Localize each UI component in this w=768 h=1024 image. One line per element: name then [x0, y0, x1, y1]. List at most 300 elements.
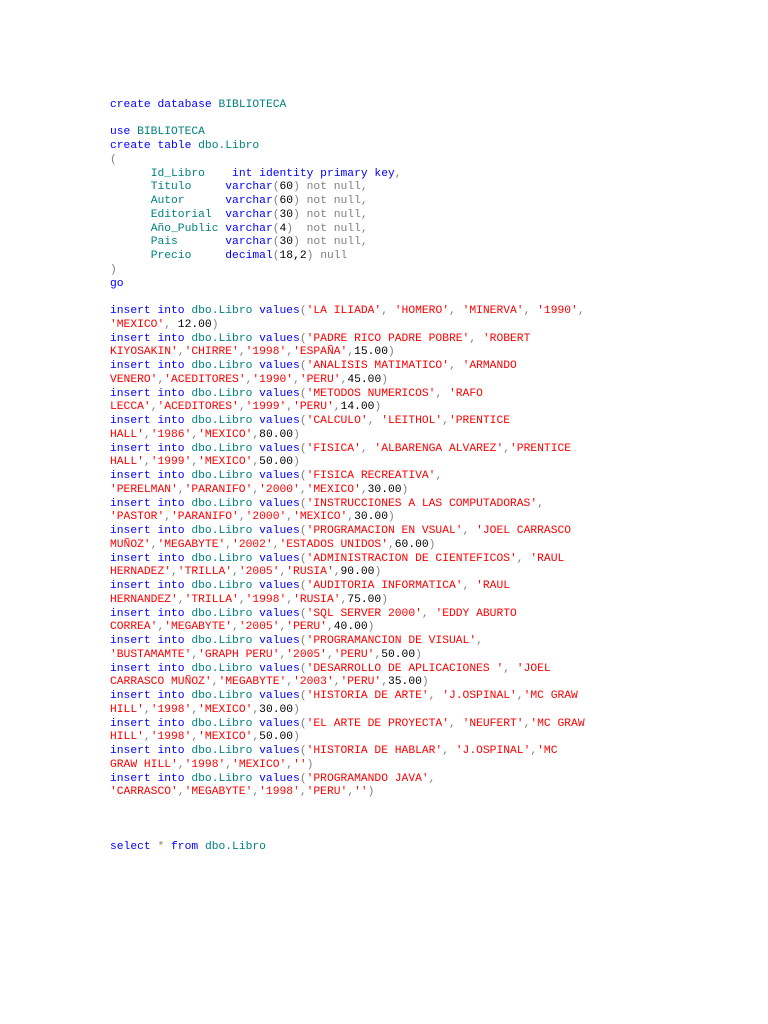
code-line — [110, 401, 750, 415]
code-token: , — [191, 428, 199, 441]
code-token: '' — [354, 786, 368, 799]
code-token: ( — [299, 772, 307, 785]
code-token: 'TRILLA' — [177, 566, 233, 579]
code-line — [110, 305, 750, 319]
code-token: 12.00 — [177, 318, 212, 331]
code-token: '2003' — [293, 676, 334, 689]
code-token: , — [340, 373, 348, 386]
code-token: ) — [381, 373, 389, 386]
code-token: ( — [272, 181, 280, 194]
code-token: insert into — [110, 717, 185, 730]
code-token: , — [516, 552, 531, 565]
code-token: ) — [374, 566, 382, 579]
code-line — [110, 264, 750, 278]
code-token: 'HISTORIA DE ARTE' — [306, 690, 429, 702]
code-token: 'PROGRAMANDO JAVA' — [306, 772, 429, 785]
code-token: MUÑOZ' — [110, 538, 151, 551]
code-line — [110, 126, 750, 140]
code-token — [110, 181, 151, 193]
code-token: LECCA' — [110, 401, 151, 414]
code-token: 18,2 — [279, 250, 307, 262]
code-token: 'ALBARENGA ALVAREZ' — [374, 442, 504, 455]
code-token: , — [428, 772, 436, 785]
code-token: insert into — [110, 772, 185, 785]
code-token: , — [462, 525, 477, 537]
code-token: 'MEGABYTE' — [157, 538, 226, 551]
code-token: * — [157, 841, 165, 854]
code-token: ( — [299, 745, 307, 757]
code-line — [110, 250, 750, 264]
code-token: , — [435, 470, 443, 482]
code-token: 50.00 — [381, 648, 416, 661]
code-token — [110, 168, 151, 180]
code-line — [110, 429, 750, 443]
code-token: 'NEUFERT' — [462, 717, 524, 730]
code-token: , — [211, 676, 219, 689]
code-token — [164, 841, 171, 853]
code-token: '1986' — [150, 428, 192, 441]
code-token: 'ADMINISTRACION DE CIENTEFICOS' — [306, 552, 517, 565]
code-token: values — [259, 662, 300, 675]
code-line — [110, 470, 750, 484]
code-token: insert into — [110, 305, 185, 317]
code-token: 'MEXICO' — [198, 428, 253, 441]
code-token: 'CARRASCO' — [110, 786, 178, 799]
code-token: insert into — [110, 552, 185, 565]
code-token: dbo.Libro — [191, 415, 253, 427]
code-token: 'ACEDITORES' — [157, 401, 239, 414]
code-token: HALL' — [110, 456, 144, 469]
code-token: values — [259, 607, 300, 620]
code-token: , — [469, 332, 483, 345]
code-line — [110, 800, 750, 814]
code-token: 'MEGABYTE' — [164, 621, 233, 634]
code-token: from — [171, 841, 199, 854]
code-token: ) — [428, 538, 436, 551]
code-token: HALL' — [110, 428, 144, 441]
code-token: values — [259, 745, 300, 757]
code-token: 'MEGABYTE' — [218, 676, 287, 689]
code-line — [110, 223, 750, 237]
code-token: values — [259, 332, 300, 345]
code-token: , — [449, 717, 463, 730]
code-token: 45.00 — [347, 373, 382, 386]
code-token: 'PERU' — [333, 648, 375, 661]
code-token: 'CHIRRE' — [184, 346, 239, 359]
code-token: 'RUSIA' — [293, 593, 341, 606]
code-token: insert into — [110, 662, 185, 675]
code-token: Autor — [150, 195, 185, 207]
code-token: , — [191, 703, 199, 716]
code-token: values — [259, 525, 300, 537]
code-token: '2002' — [232, 538, 273, 551]
code-token: , — [340, 593, 348, 606]
code-token: , — [177, 786, 185, 799]
code-token — [205, 168, 232, 180]
code-token: , — [238, 346, 246, 359]
code-token: 'PROGRAMACION EN VSUAL' — [306, 525, 463, 537]
code-token: ( — [299, 332, 307, 345]
code-token: 'J.OSPINAL' — [442, 690, 517, 702]
code-token: , — [252, 731, 260, 744]
code-token: ) — [421, 676, 429, 689]
code-token: insert into — [110, 607, 185, 620]
code-token: 35.00 — [388, 676, 422, 689]
code-token: , — [360, 442, 375, 455]
code-token — [191, 250, 225, 262]
code-token: ( — [299, 415, 307, 427]
code-token: 'ANALISIS MATIMATICO' — [306, 360, 449, 372]
code-token: 80.00 — [259, 428, 294, 441]
code-token: , — [143, 456, 151, 469]
code-token: create database — [110, 98, 212, 111]
code-token: , — [177, 346, 185, 359]
code-token: KIYOSAKIN' — [110, 346, 178, 359]
code-token: ( — [299, 497, 307, 510]
code-token: insert into — [110, 415, 185, 427]
code-token: , — [252, 428, 260, 441]
code-token: ) not null, — [293, 195, 368, 207]
code-token: ( — [299, 387, 307, 400]
code-token: , — [225, 538, 233, 551]
code-token: ( — [272, 222, 280, 235]
code-token: , — [232, 621, 239, 634]
code-token: dbo.Libro — [191, 387, 253, 400]
code-token: 40.00 — [333, 621, 368, 634]
code-token: select — [110, 841, 151, 854]
code-line — [110, 663, 750, 677]
code-token: ( — [299, 662, 307, 675]
code-token: 'LEITHOL' — [381, 415, 443, 427]
code-token: 'FISICA RECREATIVA' — [306, 470, 436, 482]
code-token: ) — [367, 621, 375, 634]
code-token: ) — [110, 263, 117, 276]
code-line — [110, 333, 750, 347]
code-token: dbo.Libro — [191, 690, 253, 702]
code-token — [185, 195, 226, 207]
code-token: Titulo — [150, 181, 192, 194]
code-line — [110, 773, 750, 787]
code-line — [110, 168, 750, 182]
code-token: , — [150, 401, 158, 414]
code-token — [110, 209, 151, 221]
code-token: values — [259, 717, 300, 730]
code-token: 50.00 — [259, 456, 294, 469]
code-token: , — [191, 648, 199, 661]
code-token: 'TRILLA' — [184, 593, 239, 606]
code-token: dbo.Libro — [204, 841, 266, 854]
code-token: 30 — [279, 236, 294, 249]
code-token: 'J.OSPINAL' — [455, 745, 531, 757]
code-token: 'PERU' — [286, 621, 327, 634]
code-token: ) — [387, 511, 395, 524]
code-token: , — [347, 511, 355, 524]
code-token: ( — [299, 470, 307, 482]
code-token: 'RAUL — [530, 552, 565, 565]
code-token: 'RAFO — [449, 387, 483, 400]
code-line — [110, 828, 750, 842]
code-token: insert into — [110, 470, 185, 482]
code-token: 'PROGRAMANCION DE VISUAL' — [306, 635, 477, 647]
code-token: values — [259, 552, 300, 565]
code-token: 30.00 — [354, 511, 388, 524]
code-token: , — [326, 648, 334, 661]
code-token: , — [428, 690, 443, 702]
code-token: varchar — [225, 208, 273, 221]
code-token: '2005' — [238, 566, 280, 579]
code-token: , — [530, 745, 538, 757]
code-token: '1998' — [259, 786, 300, 799]
code-token: insert into — [110, 525, 185, 537]
code-line — [110, 498, 750, 512]
code-line — [110, 181, 750, 195]
code-token: values — [259, 772, 300, 785]
code-token: '1998' — [150, 731, 192, 744]
code-token: , — [374, 648, 382, 661]
code-token: , — [286, 511, 294, 524]
code-token: ( — [272, 208, 280, 221]
code-token: BIBLIOTECA — [137, 126, 205, 139]
code-token: ( — [110, 153, 117, 166]
code-token: ) — [401, 483, 409, 496]
code-line — [110, 113, 750, 127]
code-token: 'ARMANDO — [462, 360, 517, 372]
code-token: dbo.Libro — [191, 552, 253, 565]
code-token: 4 — [279, 222, 287, 235]
code-token: ) — [293, 731, 300, 744]
code-token: insert into — [110, 360, 185, 372]
code-line — [110, 621, 750, 635]
code-token: dbo.Libro — [191, 662, 253, 675]
code-token: '1990' — [252, 373, 294, 386]
code-token: , — [150, 538, 158, 551]
code-token: , — [360, 483, 368, 496]
code-line — [110, 154, 750, 168]
code-token: , — [157, 373, 165, 386]
code-token: 'GRAPH PERU' — [198, 648, 280, 661]
code-line — [110, 635, 750, 649]
code-token: ( — [272, 195, 280, 207]
code-token: 'MINERVA' — [462, 305, 524, 317]
code-token: ( — [272, 236, 280, 249]
code-token: insert into — [110, 387, 185, 400]
code-token: 'ESTADOS UNIDOS' — [279, 538, 388, 551]
code-token: insert into — [110, 497, 185, 510]
code-token: 'RUSIA' — [286, 566, 334, 579]
code-token: 'AUDITORIA INFORMATICA' — [306, 580, 463, 592]
code-line — [110, 525, 750, 539]
code-token: 75.00 — [347, 593, 382, 606]
code-token: 'PRENTICE — [449, 415, 511, 427]
code-line — [110, 278, 750, 292]
code-token: HERNADEZ' — [110, 566, 172, 579]
code-token: ) — [306, 758, 314, 771]
code-token: dbo.Libro — [191, 497, 253, 510]
code-token: values — [259, 415, 300, 427]
code-token: dbo.Libro — [191, 717, 253, 730]
code-token: , — [387, 538, 395, 551]
code-token: 'SQL SERVER 2000' — [306, 607, 422, 620]
code-line — [110, 140, 750, 154]
code-token: 50.00 — [259, 731, 294, 744]
code-token: 60 — [279, 181, 294, 194]
code-token: , — [252, 703, 260, 716]
code-line — [110, 786, 750, 800]
code-token: values — [259, 690, 300, 702]
code-token: '' — [293, 758, 307, 771]
code-token — [212, 209, 226, 221]
code-token: CORREA' — [110, 621, 158, 634]
code-token: , — [171, 566, 178, 579]
code-token: , — [143, 703, 151, 716]
code-token: varchar — [225, 236, 273, 249]
code-token: , — [225, 758, 233, 771]
code-token: 'METODOS NUMERICOS' — [306, 387, 436, 400]
code-line — [110, 553, 750, 567]
code-line — [110, 566, 750, 580]
code-token: 15.00 — [354, 346, 388, 359]
code-token: 'MEXICO' — [198, 731, 253, 744]
code-token: , — [157, 621, 165, 634]
code-token: int identity primary key — [232, 167, 395, 180]
code-token: , — [191, 456, 199, 469]
code-token: ( — [299, 552, 307, 565]
code-token: HERNANDEZ' — [110, 593, 178, 606]
code-token: 'MC GRAW — [523, 690, 578, 702]
code-token — [178, 236, 225, 248]
code-token: dbo.Libro — [191, 635, 253, 647]
code-token: , — [381, 305, 395, 317]
code-token: ( — [299, 717, 307, 730]
code-token: ) not null, — [293, 208, 368, 221]
code-token: varchar — [225, 222, 273, 235]
code-line — [110, 85, 750, 99]
code-line — [110, 209, 750, 223]
code-token: 30 — [279, 208, 294, 221]
code-token: VENERO' — [110, 373, 158, 386]
code-token: , — [279, 621, 287, 634]
code-token: dbo.Libro — [191, 470, 253, 482]
code-token: ( — [299, 607, 307, 620]
code-token: 'HOMERO' — [394, 305, 449, 317]
code-token: ) not null, — [293, 236, 368, 249]
code-token — [110, 223, 151, 235]
code-token: 'MC — [537, 745, 558, 757]
code-token: , — [394, 167, 402, 180]
code-token: Id_Libro — [150, 167, 205, 180]
code-token: , — [164, 318, 178, 331]
code-token: values — [259, 497, 300, 510]
code-token: '2000' — [245, 511, 287, 524]
code-token: 'PERELMAN' — [110, 483, 178, 496]
code-line — [110, 539, 750, 553]
code-token: varchar — [225, 195, 273, 207]
code-token: , — [286, 593, 294, 606]
code-token: 'EL ARTE DE PROYECTA' — [306, 717, 449, 730]
code-token: , — [191, 731, 199, 744]
code-token: 'EDDY ABURTO — [435, 607, 517, 620]
code-line — [110, 388, 750, 402]
code-token: values — [259, 305, 300, 317]
code-token: '1999' — [150, 456, 192, 469]
code-token: 'PERU' — [299, 373, 341, 386]
code-token: GRAW HILL' — [110, 758, 178, 771]
code-token: , — [476, 635, 483, 647]
code-token: ) — [387, 346, 395, 359]
code-token: , — [523, 305, 538, 317]
code-token: 'PASTOR' — [110, 511, 165, 524]
code-token: , — [252, 456, 260, 469]
code-token: 'MEXICO' — [293, 511, 348, 524]
code-token: decimal — [225, 250, 273, 262]
code-token: insert into — [110, 690, 185, 702]
code-token: 'ESPAÑA' — [293, 346, 348, 359]
code-token — [110, 250, 151, 262]
code-token: 'PERU' — [293, 401, 334, 414]
code-token: ) — [381, 593, 388, 606]
code-line — [110, 745, 750, 759]
code-token: HILL' — [110, 731, 144, 744]
code-token: 14.00 — [340, 401, 375, 414]
code-token: 'ROBERT — [482, 332, 531, 345]
code-token: ( — [299, 442, 307, 455]
code-token: , — [326, 621, 334, 634]
code-token: , — [442, 745, 456, 757]
code-token: , — [293, 373, 300, 386]
code-token: , — [537, 497, 544, 510]
code-token: '2005' — [286, 648, 327, 661]
code-token: values — [259, 635, 300, 647]
code-token: , — [381, 676, 388, 689]
code-token — [198, 841, 205, 853]
code-token: , — [421, 607, 436, 620]
code-token: Precio — [150, 250, 192, 262]
code-line — [110, 99, 750, 113]
code-line — [110, 443, 750, 457]
code-token: , — [177, 593, 185, 606]
code-token: , — [449, 360, 463, 372]
code-token — [110, 195, 151, 207]
code-line — [110, 704, 750, 718]
code-token: 'BUSTAMAMTE' — [110, 648, 192, 661]
code-token: ( — [299, 305, 307, 317]
code-token: , — [279, 566, 287, 579]
code-token: , — [299, 786, 307, 799]
code-token: ( — [299, 690, 307, 702]
code-token: dbo.Libro — [191, 360, 253, 372]
code-token — [110, 236, 151, 248]
code-line — [110, 731, 750, 745]
code-token: values — [259, 442, 300, 455]
code-token: , — [232, 566, 239, 579]
code-token: 'HISTORIA DE HABLAR' — [306, 745, 443, 757]
code-line — [110, 676, 750, 690]
code-token: dbo.Libro — [191, 332, 253, 345]
code-line — [110, 236, 750, 250]
code-token: 'JOEL — [516, 662, 551, 675]
code-token: CARRASCO MUÑOZ' — [110, 676, 212, 689]
sql-script-document — [110, 85, 750, 855]
code-line — [110, 580, 750, 594]
code-token: use — [110, 126, 131, 139]
code-token: 30.00 — [367, 483, 402, 496]
code-token: Pais — [150, 236, 178, 249]
code-token: 'LA ILIADA' — [306, 305, 382, 317]
code-token: , — [245, 373, 253, 386]
code-token: ) null — [306, 250, 348, 262]
code-token: 'PARANIFO' — [184, 483, 253, 496]
code-token: 'PERU' — [340, 676, 382, 689]
